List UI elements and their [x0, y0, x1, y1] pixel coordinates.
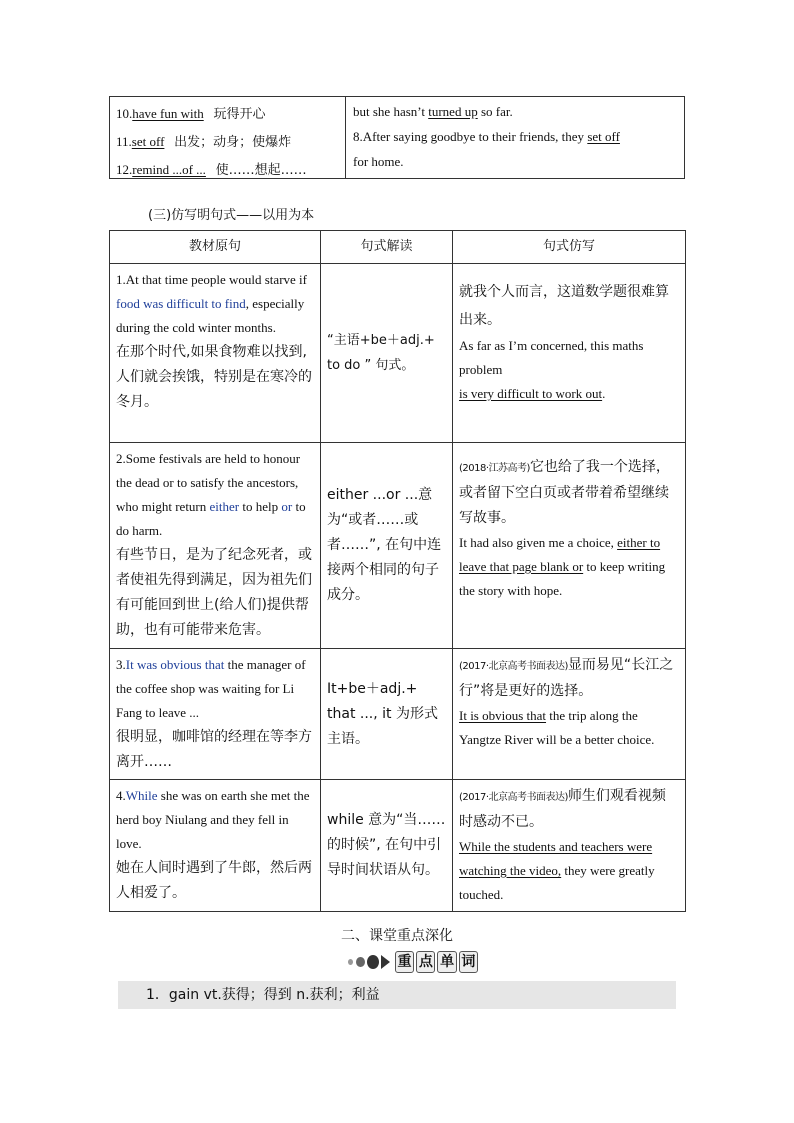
badge-char: 词 — [459, 951, 478, 973]
badge-char: 单 — [437, 951, 456, 973]
phrase-term: remind ...of ... — [132, 162, 206, 177]
english-sentence: 4.While she was on earth she met the herd boy Niulang and they fell in love. — [116, 788, 310, 851]
sentence-pattern-table — [109, 230, 686, 912]
table-header-row — [110, 231, 686, 264]
table-row — [110, 780, 686, 912]
column-header: 句式解读 — [321, 231, 453, 264]
imitation-cell — [453, 780, 686, 912]
phrase-item: 11.set off 出发；动身；使爆炸 — [116, 134, 292, 150]
example-line: for home. — [353, 154, 404, 169]
decor-dot-icon — [356, 957, 365, 967]
english-sentence: 1.At that time people would starve if food was difficult to find, especially during the cold winter months. — [116, 272, 307, 335]
phrase-item: 10.have fun with 玩得开心 — [116, 106, 266, 122]
phrase-term: have fun with — [132, 106, 204, 121]
table-row — [110, 649, 686, 780]
vocab-continuation-table — [109, 96, 685, 179]
phrase-examples — [346, 97, 684, 178]
example-line: but she hasn’t turned up so far. — [353, 104, 513, 119]
original-sentence-cell — [110, 264, 321, 443]
imitation-cell — [453, 649, 686, 780]
explanation-cell: It+be＋adj.+ that ..., it 为形式主语。 — [321, 649, 453, 780]
phrase-term: set off — [131, 134, 165, 149]
chinese-translation: 她在人间时遇到了牛郎，然后两人相爱了。 — [116, 860, 312, 901]
column-header: 教材原句 — [110, 231, 321, 264]
decor-dot-icon — [348, 959, 353, 965]
source-tag: (2017·北京高考书面表达) — [459, 792, 568, 803]
explanation-cell: “主语+be＋adj.+ to do ” 句式。 — [321, 264, 453, 443]
phrase-item: 12.remind ...of ... 使……想起…… — [116, 162, 307, 178]
answer-sentence: While the students and teachers were watching the video, they were greatly touched. — [459, 839, 655, 902]
english-sentence: 2.Some festivals are held to honour the dead or to satisfy the ancestors, who might return either to help or to do harm. — [116, 451, 306, 538]
table-row — [110, 264, 686, 443]
source-tag: (2017·北京高考书面表达) — [459, 661, 568, 672]
phrase-meaning: 玩得开心 — [213, 107, 266, 122]
original-sentence-cell — [110, 780, 321, 912]
answer-blank: It is obvious that — [459, 708, 547, 723]
table-row — [110, 443, 686, 649]
prompt-chinese: 就我个人而言，这道数学题很难算出来。 — [459, 284, 669, 328]
phrase-meaning: 使……想起…… — [215, 163, 307, 178]
badge-char: 重 — [395, 951, 414, 973]
answer-blank: While the students and teachers were watching the video, — [459, 839, 653, 878]
example-line: 8.After saying goodbye to their friends, they set off — [353, 129, 620, 144]
vocab-entry-gain: 1．gain vt.获得；得到 n.获利；利益 — [118, 981, 676, 1009]
original-sentence-cell — [110, 443, 321, 649]
source-tag: (2018·江苏高考) — [459, 463, 530, 474]
badge-char: 点 — [416, 951, 435, 973]
original-sentence-cell — [110, 649, 321, 780]
imitation-cell — [453, 443, 686, 649]
column-header: 句式仿写 — [453, 231, 686, 264]
chinese-translation: 很明显，咖啡馆的经理在等李方离开…… — [116, 729, 312, 770]
answer-sentence: It had also given me a choice, either to leave that page blank or to keep writing the story with hope. — [459, 535, 666, 598]
chinese-translation: 有些节日，是为了纪念死者，或者使祖先得到满足，因为祖先们有可能回到世上(给人们)提供帮助，也有可能带来危害。 — [116, 547, 312, 638]
english-sentence: 3.It was obvious that the manager of the coffee shop was waiting for Li Fang to leave ... — [116, 657, 306, 720]
answer-sentence: It is obvious that the trip along the Yangtze River will be a better choice. — [459, 708, 655, 747]
highlight-phrase: or — [281, 499, 293, 514]
section-title: 二、课堂重点深化 — [341, 928, 453, 944]
answer-blank: either to leave that page blank or — [459, 535, 661, 574]
chinese-translation: 在那个时代,如果食物难以找到,人们就会挨饿，特别是在寒冷的冬月。 — [116, 344, 312, 410]
section-title: (三)仿写明句式——以用为本 — [148, 208, 315, 223]
phrase-list — [110, 97, 346, 178]
prompt-chinese: (2017·北京高考书面表达)显而易见“长江之行”将是更好的选择。 — [459, 657, 674, 699]
explanation-cell: either ...or ...意为“或者……或者……”, 在句中连接两个相同的句子成分。 — [321, 443, 453, 649]
decor-dot-icon — [367, 955, 379, 969]
imitation-cell — [453, 264, 686, 443]
prompt-chinese: (2018·江苏高考)它也给了我一个选择，或者留下空白页或者带着希望继续写故事。 — [459, 459, 670, 526]
explanation-cell: while 意为“当……的时候”, 在句中引导时间状语从句。 — [321, 780, 453, 912]
phrase-meaning: 出发；动身；使爆炸 — [174, 135, 292, 150]
answer-blank: is very difficult to work out — [459, 386, 603, 401]
highlight-phrase: It was obvious that — [125, 657, 225, 672]
highlight-phrase: While — [125, 788, 158, 803]
key-words-badge — [348, 951, 478, 973]
answer-sentence: As far as I’m concerned, this maths problem is very difficult to work out. — [459, 338, 644, 401]
highlight-phrase: either — [209, 499, 240, 514]
highlight-phrase: food was difficult to find — [116, 296, 246, 311]
play-arrow-icon — [381, 955, 390, 969]
prompt-chinese: (2017·北京高考书面表达)师生们观看视频时感动不已。 — [459, 788, 666, 830]
